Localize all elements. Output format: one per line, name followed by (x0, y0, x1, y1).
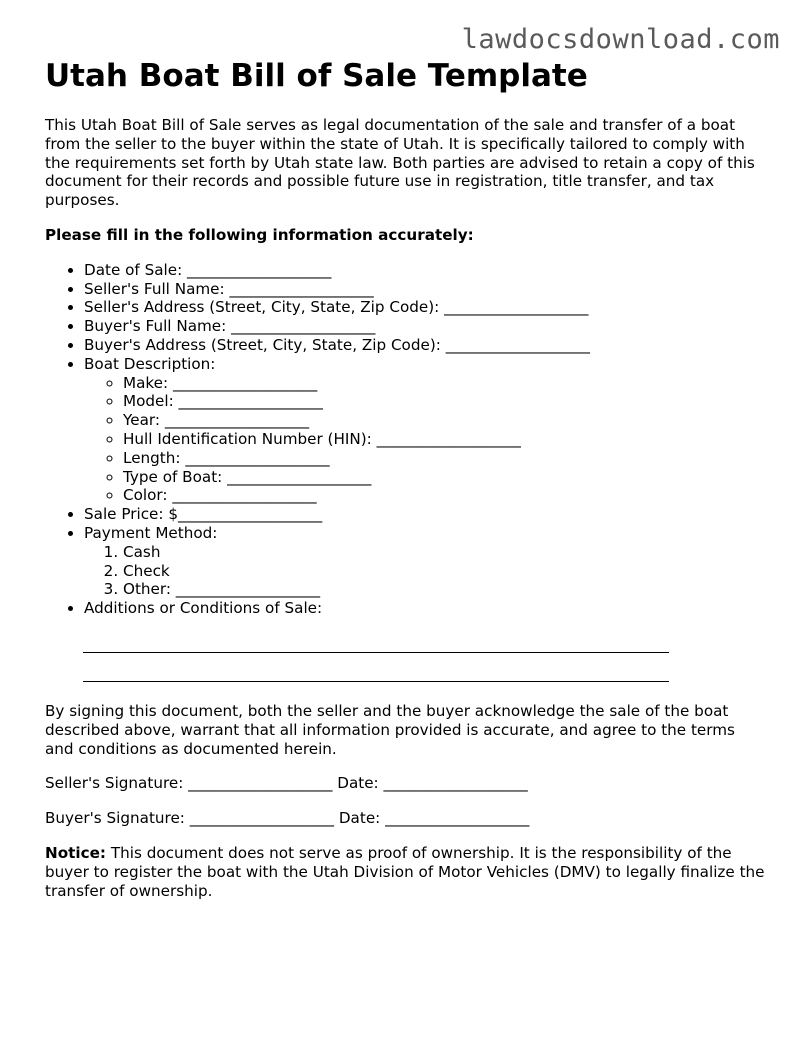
payment-option-check[interactable]: 2. Check (123, 562, 765, 581)
field-boat-model[interactable]: ◦ Model: ___________________ (123, 392, 765, 411)
field-boat-length[interactable]: ◦ Length: ___________________ (123, 449, 765, 468)
additions-blank-line-2[interactable] (83, 681, 669, 682)
payment-option-cash[interactable]: 1. Cash (123, 543, 765, 562)
payment-option-other[interactable]: 3. Other: ___________________ (123, 580, 765, 599)
seller-signature-line[interactable]: Seller's Signature: ___________________ Date: ___________________ (45, 774, 528, 793)
watermark-text: lawdocsdownload.com (461, 24, 780, 55)
field-date-of-sale[interactable]: • Date of Sale: ___________________ (84, 261, 765, 280)
field-list (45, 261, 765, 618)
field-additions: • Additions or Conditions of Sale: (84, 599, 765, 618)
field-seller-address[interactable]: • Seller's Address (Street, City, State, Zip Code): ___________________ (84, 298, 765, 317)
field-seller-name[interactable]: • Seller's Full Name: ___________________ (84, 280, 765, 299)
field-boat-type[interactable]: ◦ Type of Boat: ___________________ (123, 468, 765, 487)
notice-text: This document does not serve as proof of ownership. It is the responsibility of the buyer to register the boat with the Utah Division of Motor Vehicles (DMV) to legally finalize the transfer of ownership. (45, 843, 765, 900)
field-buyer-address[interactable]: • Buyer's Address (Street, City, State, Zip Code): ___________________ (84, 336, 765, 355)
notice-label: Notice: (45, 843, 106, 862)
document-body (45, 56, 765, 900)
payment-method-list (84, 543, 765, 599)
payment-method-label: Payment Method: (84, 523, 218, 542)
field-boat-color[interactable]: ◦ Color: ___________________ (123, 486, 765, 505)
field-sale-price[interactable]: • Sale Price: $___________________ (84, 505, 765, 524)
boat-description-label: Boat Description: (84, 354, 216, 373)
field-boat-description (84, 355, 765, 505)
field-boat-year[interactable]: ◦ Year: ___________________ (123, 411, 765, 430)
buyer-signature-line[interactable]: Buyer's Signature: ___________________ Date: ___________________ (45, 809, 530, 828)
acknowledgement-paragraph: By signing this document, both the seller and the buyer acknowledge the sale of the boat described above, warrant that all information provided is accurate, and agree to the terms and conditions as documented herein. (45, 701, 735, 758)
notice-paragraph (45, 844, 765, 900)
field-buyer-name[interactable]: • Buyer's Full Name: ___________________ (84, 317, 765, 336)
additions-blank-line-1[interactable] (83, 652, 669, 653)
page-title: Utah Boat Bill of Sale Template (45, 58, 588, 94)
field-boat-hin[interactable]: ◦ Hull Identification Number (HIN): ___________________ (123, 430, 765, 449)
field-boat-make[interactable]: ◦ Make: ___________________ (123, 374, 765, 393)
instruction-heading: Please fill in the following information accurately: (45, 225, 474, 244)
intro-paragraph: This Utah Boat Bill of Sale serves as legal documentation of the sale and transfer of a boat from the seller to the buyer within the state of Utah. It is specifically tailored to comply with the requirements set forth by Utah state law. Both parties are advised to retain a copy of this document for their records and possible future use in registration, title transfer, and tax purposes. (45, 116, 755, 210)
boat-description-list (84, 374, 765, 506)
field-payment-method (84, 524, 765, 599)
